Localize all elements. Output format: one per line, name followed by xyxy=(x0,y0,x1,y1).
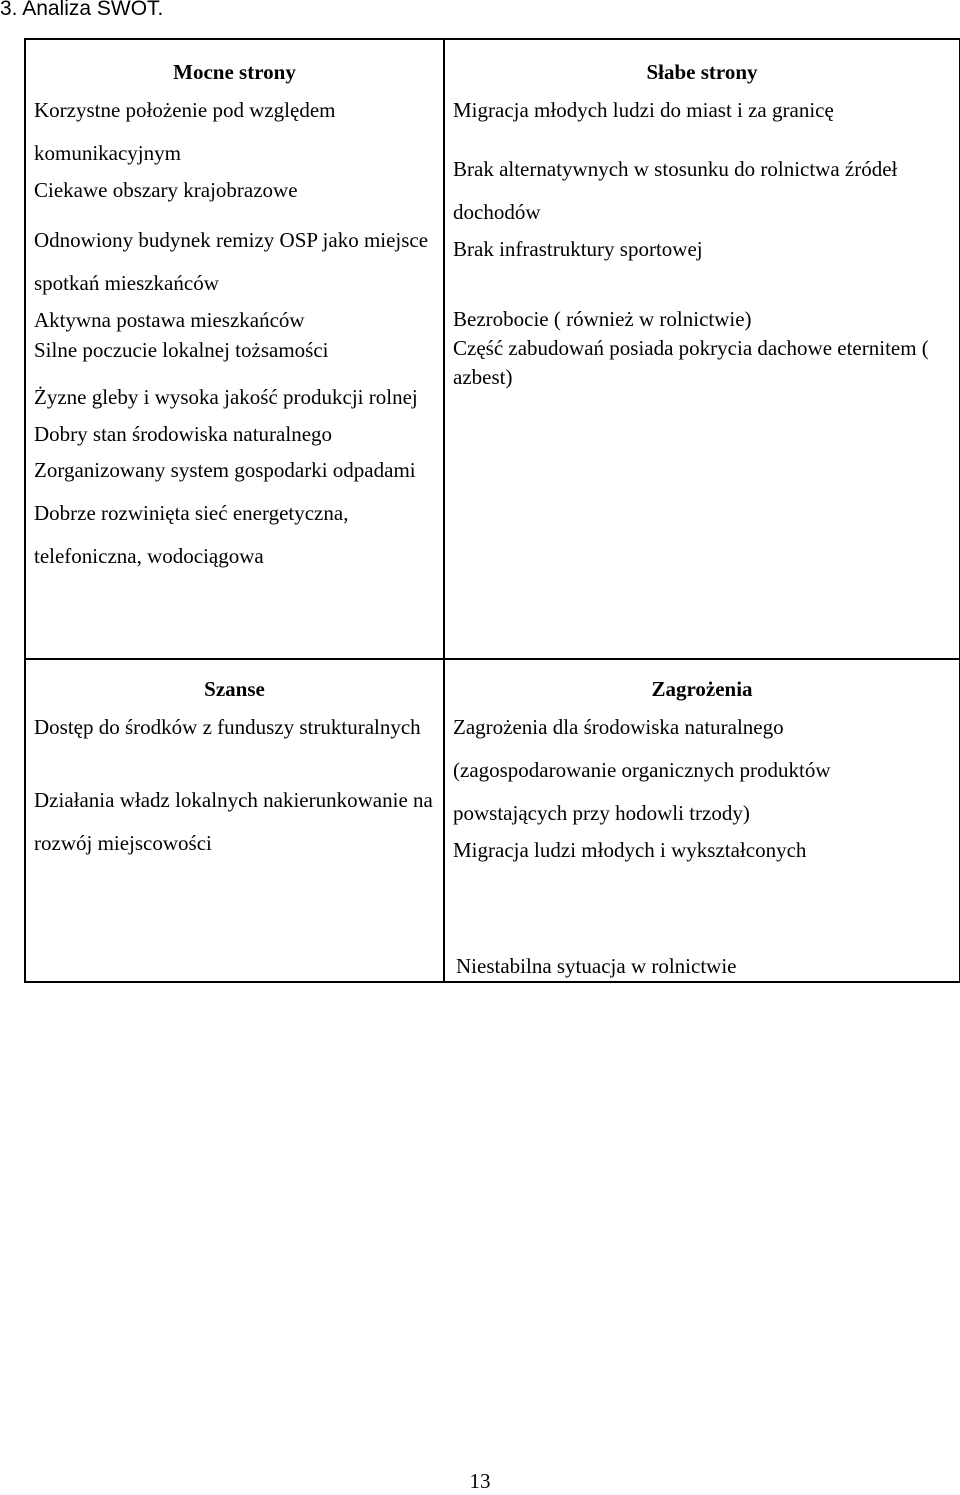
list-item: Brak infrastruktury sportowej xyxy=(453,237,703,261)
weaknesses-list xyxy=(445,87,959,392)
list-item: Migracja ludzi młodych i wykształconych xyxy=(453,838,807,862)
opportunities-title: Szanse xyxy=(204,677,265,701)
weaknesses-cell xyxy=(444,39,960,659)
threats-list xyxy=(445,704,959,981)
page-number: 13 xyxy=(469,1469,491,1493)
section-heading: 3. Analiza SWOT. xyxy=(0,0,164,20)
threats-cell xyxy=(444,659,960,982)
swot-row-bottom xyxy=(25,659,960,982)
list-item: Aktywna postawa mieszkańców xyxy=(34,308,305,332)
strengths-title: Mocne strony xyxy=(173,60,296,84)
strengths-list xyxy=(26,87,443,578)
list-item: Niestabilna sytuacja w rolnictwie xyxy=(456,954,737,978)
list-item: Odnowiony budynek remizy OSP jako miejsce spotkań mieszkańców xyxy=(34,228,429,295)
opportunities-cell xyxy=(25,659,444,982)
list-item: Migracja młodych ludzi do miast i za granicę xyxy=(453,98,834,122)
swot-row-top xyxy=(25,39,960,659)
list-item: Dostęp do środków z funduszy strukturalnych xyxy=(34,715,421,739)
list-item: Dobrze rozwinięta sieć energetyczna, telefoniczna, wodociągowa xyxy=(34,501,349,568)
swot-table xyxy=(24,38,960,983)
list-item: Część zabudowań posiada pokrycia dachowe eternitem ( azbest) xyxy=(453,336,929,389)
list-item: Silne poczucie lokalnej tożsamości xyxy=(34,338,329,362)
list-item: Zagrożenia dla środowiska naturalnego (zagospodarowanie organicznych produktów powstających przy hodowli trzody) xyxy=(453,715,831,825)
list-item: Bezrobocie ( również w rolnictwie) xyxy=(453,307,752,331)
list-item: Zorganizowany system gospodarki odpadami xyxy=(34,458,416,482)
list-item: Dobry stan środowiska naturalnego xyxy=(34,422,333,446)
list-item: Korzystne położenie pod względem komunikacyjnym xyxy=(34,98,336,165)
opportunities-list xyxy=(26,704,443,865)
list-item: Ciekawe obszary krajobrazowe xyxy=(34,178,298,202)
weaknesses-title: Słabe strony xyxy=(646,60,758,84)
list-item: Żyzne gleby i wysoka jakość produkcji rolnej xyxy=(34,385,418,409)
list-item: Działania władz lokalnych nakierunkowanie na rozwój miejscowości xyxy=(34,788,433,855)
strengths-cell xyxy=(25,39,444,659)
list-item: Brak alternatywnych w stosunku do rolnictwa źródeł dochodów xyxy=(453,157,898,224)
threats-title: Zagrożenia xyxy=(651,677,753,701)
